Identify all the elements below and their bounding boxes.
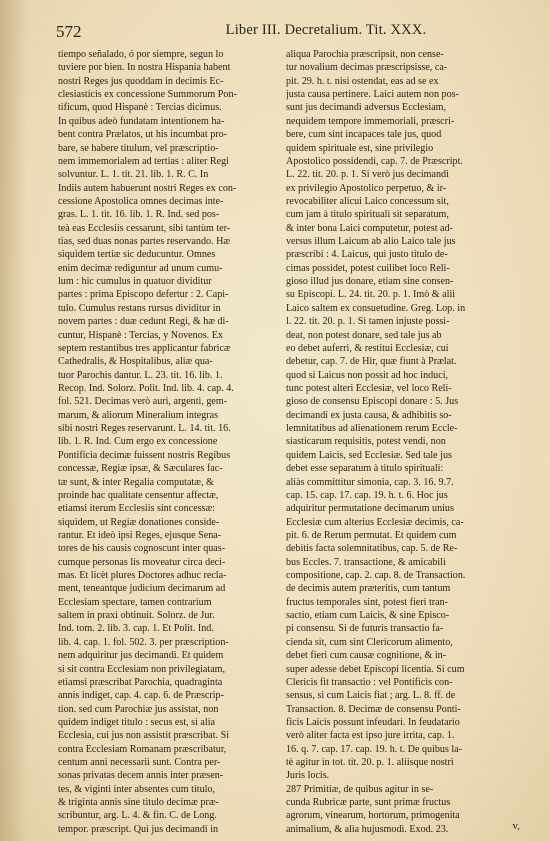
text-line: debitis facta solemnitatibus, cap. 5. de Re-	[286, 543, 458, 555]
text-line: animalium, & alia hujusmodi. Exod. 23.	[286, 823, 449, 835]
text-line: verò aliter facta est ipso jure irrita, cap. 1.	[286, 730, 455, 742]
text-line: Apostolico possidendi, cap. 7. de Præscript.	[286, 155, 463, 167]
text-line: eo debet auferri, & restitui Ecclesiæ, cui	[286, 342, 449, 354]
text-line: bus Eccles. 7. transactione, & amicabili	[286, 556, 446, 568]
text-line: contra Ecclesiam Romanam præscribatur,	[58, 743, 227, 755]
text-line: pit. 6. de Rerum permutat. Et quidem cum	[286, 529, 457, 541]
text-line: ex privilegio Apostolico perpetuo, & ir-	[286, 182, 447, 194]
text-line: bent contra Prælatos, ut his incumbat pro-	[58, 129, 228, 141]
text-line: gioso illud jus donare, etiam sine consen-	[286, 276, 454, 288]
text-line: lib. 4. cap. 1. fol. 502. 3. per præscription-	[58, 636, 229, 648]
text-line: bare, se habere titulum, vel præscriptio-	[58, 142, 219, 154]
text-line: Ecclesia, cui jus non assistit præscribat. Si	[58, 730, 230, 742]
text-line: partes : prima Episcopo defertur : 2. Capi-	[58, 289, 229, 301]
text-line: fol. 521. Decimas verò auri, argenti, gem-	[58, 396, 228, 408]
catchword: v,	[512, 820, 520, 832]
text-line: gioso de consensu Episcopi donare : 5. Jus	[286, 396, 459, 408]
text-line: præscribi : 4. Laicus, qui justo titulo de-	[286, 249, 448, 261]
text-line: quidem Laicis, sed Ecclesiæ. Sed tale jus	[286, 449, 452, 461]
text-line: proinde hac qualitate censentur affectæ,	[58, 489, 219, 501]
text-line: Ind. tom. 2. lib. 3. cap. 1. Et Polit. Ind.	[58, 623, 214, 635]
text-line: nostri Reges jus quoddam in decimis Ec-	[58, 75, 224, 87]
text-line: cumque personas lis moveatur circa deci-	[58, 556, 226, 568]
text-line: tores de his causis cognoscunt inter quas-	[58, 543, 226, 555]
text-line: cunda Rubricæ parte, sunt primæ fructus	[286, 797, 451, 809]
text-line: adquiritur permutatione decimarum unius	[286, 503, 454, 515]
text-line: centum anni necessarii sunt. Contra per-	[58, 757, 221, 769]
text-line: Laico saltem ex consuetudine. Greg. Lop. in	[286, 302, 466, 314]
text-line: 16. q. 7. cap. 17. cap. 19. h. t. De quibus la-	[286, 743, 463, 755]
text-line: cimas possidet, potest cuilibet loco Reli-	[286, 262, 450, 274]
text-line: super adesse debet Episcopi licentia. Si cum	[286, 663, 465, 675]
text-line: tificum, quod Hispanè : Tercias dicimus.	[58, 102, 222, 114]
text-line: quidem indiget titulo : secus est, si alia	[58, 716, 215, 728]
page-number: 572	[56, 22, 82, 41]
text-line: Pontificia decimæ fuissent nostris Regibus	[58, 449, 231, 461]
text-line: tur novalium decimas præscripsisse, ca-	[286, 62, 448, 74]
text-line: justa causa pertinere. Laici autem non pos-	[286, 89, 459, 101]
text-line: cap. 15. cap. 17. cap. 19. h. t. 6. Hoc jus	[286, 489, 448, 501]
text-line: siquidem tertiæ sic deducuntur. Omnes	[58, 249, 216, 261]
text-line: tuviere por bien. In nostra Hispania habent	[58, 62, 231, 74]
text-line: marum, & aliorum Mineralium integras	[58, 409, 219, 421]
text-line: debet esse separatum à titulo spirituali:	[286, 463, 444, 475]
right-text-column	[286, 48, 518, 836]
text-line: lib. 1. R. Ind. Cum ergo ex concessione	[58, 436, 218, 448]
text-line: bere, cum sint incapaces tale jus, quod	[286, 129, 442, 141]
text-line: In quibus adeò fundatam intentionem ha-	[58, 115, 225, 127]
text-line: scribuntur, arg. L. 4. & fin. C. de Long.	[58, 810, 217, 822]
text-line: cuntur, Hispanè : Tercias, y Novenos. Ex	[58, 329, 223, 341]
text-line: cum jam à titulo spirituali sit separatum,	[286, 209, 449, 221]
text-line: saltem in praxi obtinuit. Solorz. de Jur.	[58, 610, 215, 622]
text-line: siasticarum requisitis, potest vendi, non	[286, 436, 446, 448]
text-line: enim decimæ rediguntur ad unum cumu-	[58, 262, 223, 274]
text-line: debet fieri cum causæ cognitione, & in-	[286, 650, 447, 662]
text-line: tulo. Cumulus restans rursus dividitur in	[58, 302, 221, 314]
text-line: concessæ, Regiæ ipsæ, & Sæculares fac-	[58, 463, 223, 475]
text-line: tes, & viginti inter absentes cum titulo,	[58, 783, 215, 795]
text-line: siquidem, ut Regiæ donationes conside-	[58, 516, 220, 528]
text-line: debetur, cap. 7. de Hir, quæ fiunt à Prælat.	[286, 356, 457, 368]
text-line: nem immemorialem ad tertias : aliter Regi	[58, 155, 229, 167]
text-line: pit. 29. h. t. nisi ostendat, eas ad se ex	[286, 75, 439, 87]
text-line: ment, teneantque judicium decimarum ad	[58, 583, 226, 595]
text-line: lemnitatibus ad alienationem rerum Eccle-	[286, 423, 458, 435]
left-text-column	[58, 48, 280, 836]
text-line: Clericis fit transactio : vel Pontificis con-	[286, 676, 453, 688]
text-line: L. 22. tit. 20. p. 1. Si verò jus decimandi	[286, 169, 449, 181]
text-line: tempor. præscript. Qui jus decimandi in	[58, 823, 219, 835]
text-line: tæ sunt, & inter Regalia computatæ, &	[58, 476, 214, 488]
text-line: solvuntur. L. 1. tit. 21. lib. 1. R. C. In	[58, 169, 209, 181]
text-line: tè agitur in tot. tit. 20. p. 1. aliisque nostri	[286, 757, 454, 769]
text-line: novem partes : duæ cedunt Regi, & hæ di-	[58, 316, 229, 328]
text-line: mas. Et licèt plures Doctores adhuc recla-	[58, 570, 227, 582]
text-line: Cathedralis, & Hospitalibus, aliæ qua-	[58, 356, 213, 368]
text-line: l. 22. tit. 20. p. 1. Si tamen injuste possi-	[286, 316, 450, 328]
text-line: revocabiliter alicui Laico concessum sit,	[286, 195, 449, 207]
text-line: quod si Laicus non possit ad hoc induci,	[286, 369, 449, 381]
text-line: si sit contra Ecclesiam non privilegiatam,	[58, 663, 226, 675]
text-line: clesiasticis ex concessione Summorum Pon-	[58, 89, 237, 101]
text-line: versus illum Laicum ab alio Laico tale jus	[286, 236, 456, 248]
text-line: su Episcopi. L. 24. tit. 20. p. 1. Imò & alii	[286, 289, 456, 301]
text-line: tunc potest alteri Ecclesiæ, vel loco Reli-	[286, 382, 452, 394]
text-line: aliqua Parochia præscripsit, non cense-	[286, 49, 444, 60]
text-line: Indiis autem habuerunt nostri Reges ex con-	[58, 182, 237, 194]
text-line: septem restantibus tres applicantur fabricæ	[58, 342, 231, 354]
text-line: sensus, si cum Laicis fiat ; arg. L. 8. ff. de	[286, 690, 456, 702]
text-line: fructus temporales sint, potest fieri tran-	[286, 596, 449, 608]
text-line: annis indiget, cap. 4. cap. 6. de Præscrip-	[58, 690, 224, 702]
text-line: sibi nostri Reges reservarunt. L. 14. tit. 16.	[58, 423, 231, 435]
text-line: sonas privatas decem annis inter præsen-	[58, 770, 224, 782]
text-line: decimandi ex justa causa, & adhibitis so-	[286, 409, 452, 421]
text-line: nequidem tempore immemoriali, præscri-	[286, 115, 455, 127]
text-line: ficis Laicis possunt infeudari. In feudatario	[286, 716, 460, 728]
text-line: nem adquiritur jus decimandi. Et quidem	[58, 650, 224, 662]
page-header	[40, 22, 522, 44]
text-line: de decimis autem præteritis, cum tantum	[286, 583, 451, 595]
text-line: teà eas Ecclesiis cessarunt, sibi tantùm ter-	[58, 222, 231, 234]
text-line: quidem spirituale est, sine privilegio	[286, 142, 434, 154]
text-line: tuor Parochis dantur. L. 23. tit. 16. lib. 1.	[58, 369, 223, 381]
text-line: gras. L. 1. tit. 16. lib. 1. R. Ind. sed pos-	[58, 209, 220, 221]
text-line: sunt jus decimandi adversus Ecclesiam,	[286, 102, 447, 114]
text-line: pi consensu. Si de futuris transactio fa-	[286, 623, 444, 635]
text-line: lum : hic cumulus in quatuor dividitur	[58, 276, 212, 288]
text-line: & inter bona Laici computetur, potest ad-	[286, 222, 453, 234]
text-line: tias, sed duas nonas partes reservando. Hæ	[58, 236, 231, 248]
text-line: Ecclesiæ cum alterius Ecclesiæ decimis, ca-	[286, 516, 464, 528]
text-line: deat, non potest donare, sed tale jus ab	[286, 329, 442, 341]
text-line: cessione Apostolica omnes decimas inte-	[58, 195, 224, 207]
text-line: Transaction. 8. Decimæ de consensu Ponti-	[286, 703, 461, 715]
gutter-shadow	[0, 0, 28, 841]
text-line: Ecclesiam spectare, tamen contrarium	[58, 596, 212, 608]
text-line: tion. sed cum Parochiæ jus assistat, non	[58, 703, 219, 715]
text-line: aliàs committitur simonia, cap. 3. 16. 9.7.	[286, 476, 454, 488]
text-line: tiempo señalado, ó por siempre, segun lo	[58, 49, 224, 60]
text-line: etiamsi iterum Ecclesiis sint concessæ:	[58, 503, 215, 515]
running-title: Liber III. Decretalium. Tit. XXX.	[225, 22, 427, 38]
text-line: Recop. Ind. Solorz. Polit. Ind. lib. 4. cap. 4.	[58, 382, 234, 394]
text-line: cienda sit, cum sint Clericorum alimento,	[286, 636, 453, 648]
text-line: rantur. Et ideò ipsi Reges, ejusque Sena-	[58, 529, 222, 541]
text-line: compositione, cap. 2. cap. 8. de Transaction.	[286, 570, 466, 582]
text-line: 287 Primitiæ, de quibus agitur in se-	[286, 783, 434, 795]
text-line: etiamsi præscribat Parochia, quadraginta	[58, 676, 223, 688]
text-line: & triginta annis sine titulo decimæ præ-	[58, 797, 219, 809]
text-line: sactio, etiam cum Laicis, & sine Episco-	[286, 610, 450, 622]
text-line: Juris locis.	[286, 770, 330, 782]
text-line: agrorum, vinearum, hortorum, primogenita	[286, 810, 460, 822]
